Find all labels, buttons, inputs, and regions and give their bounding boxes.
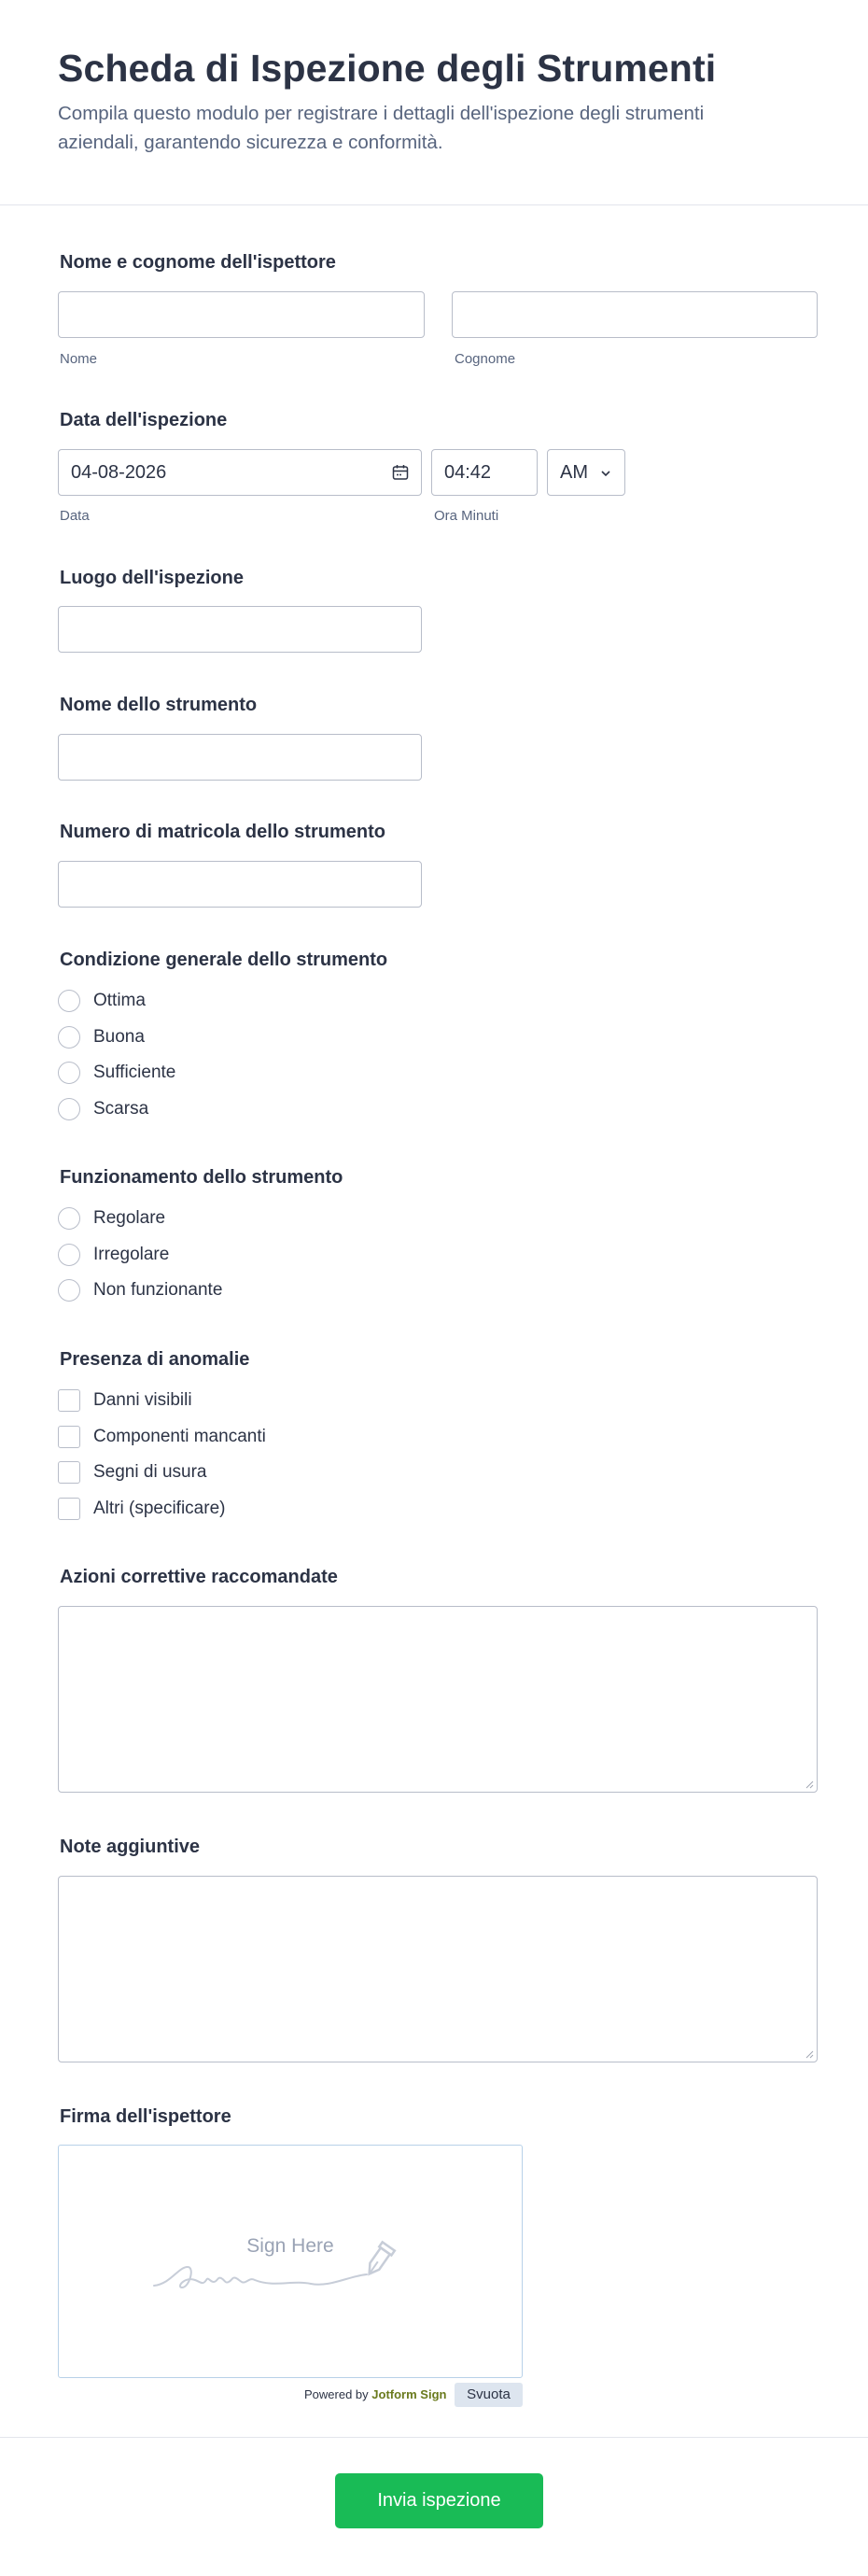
radio-button[interactable] xyxy=(58,1207,80,1230)
option-label: Scarsa xyxy=(93,1099,149,1119)
time-sublabel: Ora Minuti xyxy=(434,508,499,524)
option-label: Altri (specificare) xyxy=(93,1499,226,1518)
corrective-label: Azioni correttive raccomandate xyxy=(60,1567,338,1587)
chevron-down-icon xyxy=(598,466,613,481)
location-label: Luogo dell'ispezione xyxy=(60,568,244,588)
checkbox[interactable] xyxy=(58,1426,80,1448)
radio-button[interactable] xyxy=(58,1062,80,1084)
notes-label: Note aggiuntive xyxy=(60,1837,201,1857)
option-label: Segni di usura xyxy=(93,1462,207,1482)
resize-grip-icon[interactable] xyxy=(803,2048,814,2059)
notes-textarea[interactable] xyxy=(58,1876,818,2062)
radio-button[interactable] xyxy=(58,1279,80,1302)
inspection-date-label: Data dell'ispezione xyxy=(60,410,228,430)
form-subtitle: Compila questo modulo per registrare i dettagli dell'ispezione degli strumenti aziendali, garantendo sicurezza e conformità. xyxy=(58,103,705,153)
ampm-value: AM xyxy=(560,462,588,483)
anomalies-label: Presenza di anomalie xyxy=(60,1349,250,1370)
submit-button[interactable]: Invia ispezione xyxy=(335,2473,543,2528)
option-label: Regolare xyxy=(93,1208,166,1228)
inspector-name-label: Nome e cognome dell'ispettore xyxy=(60,252,336,273)
option-label: Irregolare xyxy=(93,1245,170,1264)
date-sublabel: Data xyxy=(60,508,90,524)
form-footer xyxy=(0,2437,868,2576)
radio-button[interactable] xyxy=(58,1244,80,1266)
date-input[interactable] xyxy=(58,449,422,496)
signature-label: Firma dell'ispettore xyxy=(60,2106,231,2127)
first-name-input[interactable] xyxy=(58,291,425,338)
last-name-sublabel: Cognome xyxy=(455,351,516,367)
tool-name-input[interactable] xyxy=(58,734,422,781)
powered-by-text xyxy=(304,2387,446,2401)
condition-label: Condizione generale dello strumento xyxy=(60,950,388,970)
signature-pen-icon xyxy=(152,2239,432,2295)
clear-signature-button[interactable]: Svuota xyxy=(455,2383,523,2407)
option-label: Danni visibili xyxy=(93,1390,192,1410)
first-name-sublabel: Nome xyxy=(60,351,98,367)
calendar-icon[interactable] xyxy=(391,463,410,482)
checkbox[interactable] xyxy=(58,1461,80,1484)
corrective-textarea[interactable] xyxy=(58,1606,818,1793)
last-name-input[interactable] xyxy=(452,291,818,338)
function-label: Funzionamento dello strumento xyxy=(60,1167,343,1188)
serial-input[interactable] xyxy=(58,861,422,908)
date-value: 04-08-2026 xyxy=(71,462,167,483)
ampm-select[interactable] xyxy=(547,449,625,496)
jotform-sign-brand: Jotform Sign xyxy=(371,2387,447,2401)
option-label: Buona xyxy=(93,1027,145,1047)
time-value: 04:42 xyxy=(444,462,492,483)
form-title: Scheda di Ispezione degli Strumenti xyxy=(58,47,717,90)
checkbox[interactable] xyxy=(58,1498,80,1520)
time-input[interactable] xyxy=(431,449,538,496)
tool-name-label: Nome dello strumento xyxy=(60,695,258,715)
signature-pad[interactable] xyxy=(58,2145,523,2378)
signature-placeholder: Sign Here xyxy=(246,2235,334,2257)
location-input[interactable] xyxy=(58,606,422,653)
radio-button[interactable] xyxy=(58,1026,80,1049)
radio-button[interactable] xyxy=(58,1098,80,1120)
option-label: Ottima xyxy=(93,991,146,1010)
serial-label: Numero di matricola dello strumento xyxy=(60,822,385,842)
resize-grip-icon[interactable] xyxy=(803,1778,814,1789)
option-label: Sufficiente xyxy=(93,1063,176,1082)
powered-prefix: Powered by xyxy=(304,2387,369,2401)
form-header xyxy=(0,0,868,205)
option-label: Non funzionante xyxy=(93,1280,223,1300)
radio-button[interactable] xyxy=(58,990,80,1012)
checkbox[interactable] xyxy=(58,1389,80,1412)
option-label: Componenti mancanti xyxy=(93,1427,266,1446)
